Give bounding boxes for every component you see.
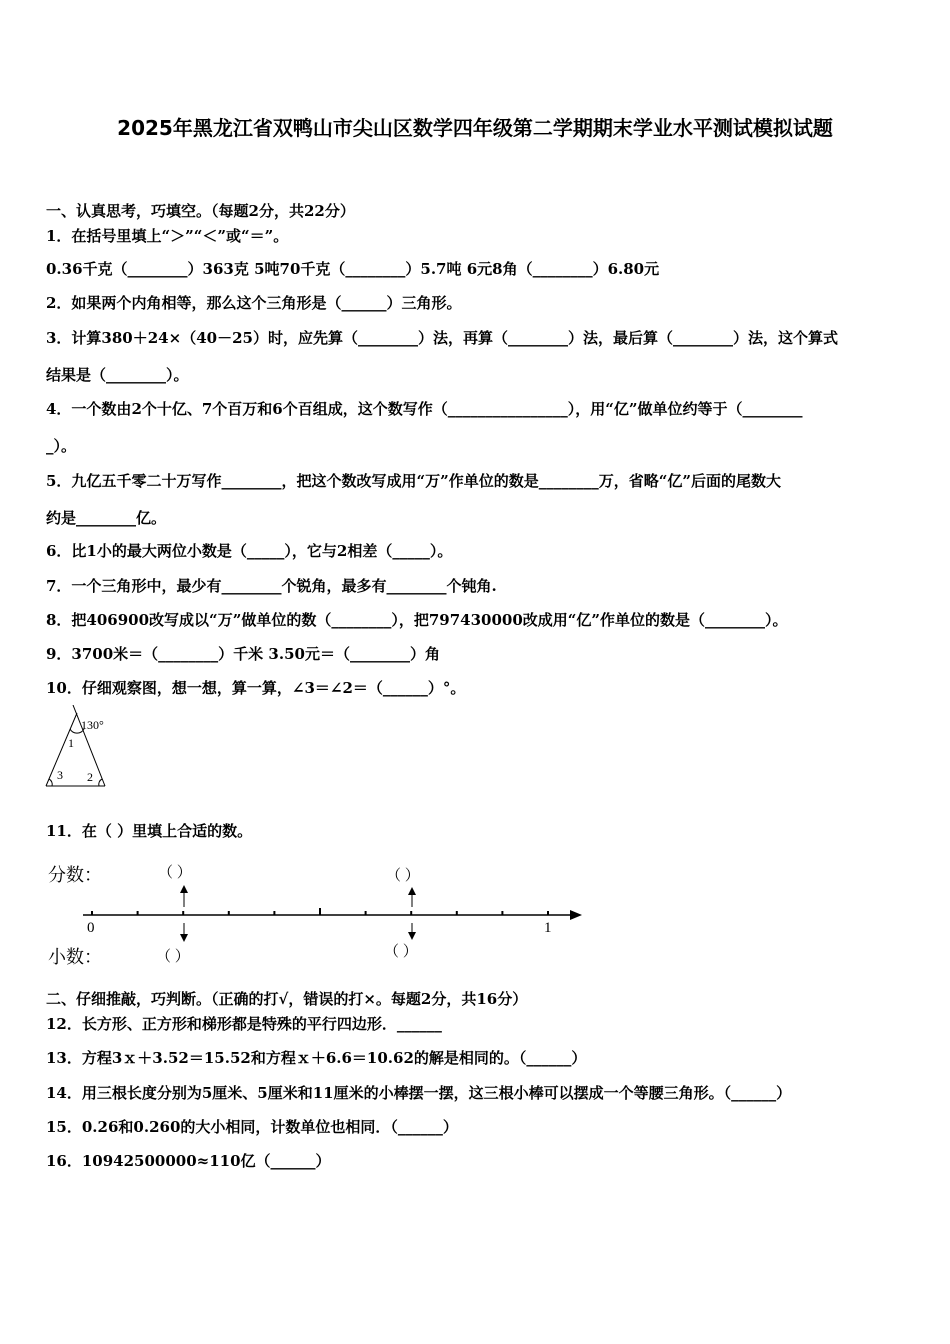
arrow-down-icon [408, 932, 416, 940]
number-line [40, 855, 600, 970]
fraction-blank[interactable]: （ ） [158, 865, 192, 881]
question-5: 5．九亿五千零二十万写作________，把这个数改写成用“万”作单位的数是________万，省略“亿”后面的尾数大 [46, 472, 781, 490]
start-label: 0 [87, 920, 95, 936]
end-label: 1 [544, 920, 552, 936]
question-2: 2．如果两个内角相等，那么这个三角形是（______）三角形。 [46, 294, 462, 312]
decimal-blank[interactable]: （ ） [156, 949, 190, 965]
question-4: 4．一个数由2个十亿、7个百万和6个百组成，这个数写作（________________），用“亿”做单位约等于（________ [46, 400, 803, 418]
decimal-label: 小数： [48, 947, 102, 967]
fraction-blank[interactable]: （ ） [386, 868, 420, 884]
decimal-blank[interactable]: （ ） [384, 944, 418, 960]
question-16: 16．10942500000≈110亿（______） [46, 1152, 331, 1170]
angle-130-label: 130° [81, 718, 104, 732]
question-14: 14．用三根长度分别为5厘米、5厘米和11厘米的小棒摆一摆，这三根小棒可以摆成一个等腰三角形。（______） [46, 1084, 792, 1102]
question-8: 8．把406900改写成以“万”做单位的数（________），把797430000改成用“亿”作单位的数是（________）。 [46, 611, 788, 629]
question-1: 1．在括号里填上“＞”“＜”或“＝”。 [46, 227, 289, 245]
question-9: 9．3700米＝（________）千米 3.50元＝（________）角 [46, 645, 440, 663]
arrow-up-icon [408, 887, 416, 895]
question-1-items: 0.36千克（________）363克 5吨70千克（________）5.7吨 6元8角（________）6.80元 [46, 260, 660, 278]
question-3: 3．计算380＋24×（40－25）时，应先算（________）法，再算（________）法，最后算（________）法，这个算式 [46, 329, 838, 347]
question-15: 15．0.26和0.260的大小相同，计数单位也相同．（______） [46, 1118, 458, 1136]
angle-2-label: 2 [87, 770, 93, 784]
question-12: 12．长方形、正方形和梯形都是特殊的平行四边形．______ [46, 1015, 442, 1033]
angle-1-label: 1 [68, 736, 74, 750]
fraction-label: 分数： [48, 865, 102, 885]
section-2-heading: 二、仔细推敲，巧判断。（正确的打√，错误的打×。每题2分，共16分） [46, 990, 528, 1008]
arrow-down-icon [180, 934, 188, 942]
question-3-cont: 结果是（________）。 [46, 366, 189, 384]
question-6: 6．比1小的最大两位小数是（_____），它与2相差（_____）。 [46, 542, 453, 560]
angle-3-label: 3 [57, 768, 63, 782]
page-title: 2025年黑龙江省双鸭山市尖山区数学四年级第二学期期末学业水平测试模拟试题 [117, 116, 833, 140]
triangle-figure [40, 705, 160, 790]
number-line-ticks [92, 908, 548, 915]
section-1-heading: 一、认真思考，巧填空。（每题2分，共22分） [46, 202, 355, 220]
question-7: 7．一个三角形中，最少有________个锐角，最多有________个钝角. [46, 577, 497, 595]
question-4-cont: _）。 [46, 437, 77, 455]
arrow-up-icon [180, 885, 188, 893]
question-5-cont: 约是________亿。 [46, 509, 167, 527]
question-13: 13．方程3ｘ＋3.52＝15.52和方程ｘ＋6.6＝10.62的解是相同的。（______） [46, 1049, 587, 1067]
question-10: 10．仔细观察图，想一想，算一算，∠3＝∠2＝（______）°。 [46, 679, 466, 697]
question-11: 11．在（ ）里填上合适的数。 [46, 822, 253, 840]
